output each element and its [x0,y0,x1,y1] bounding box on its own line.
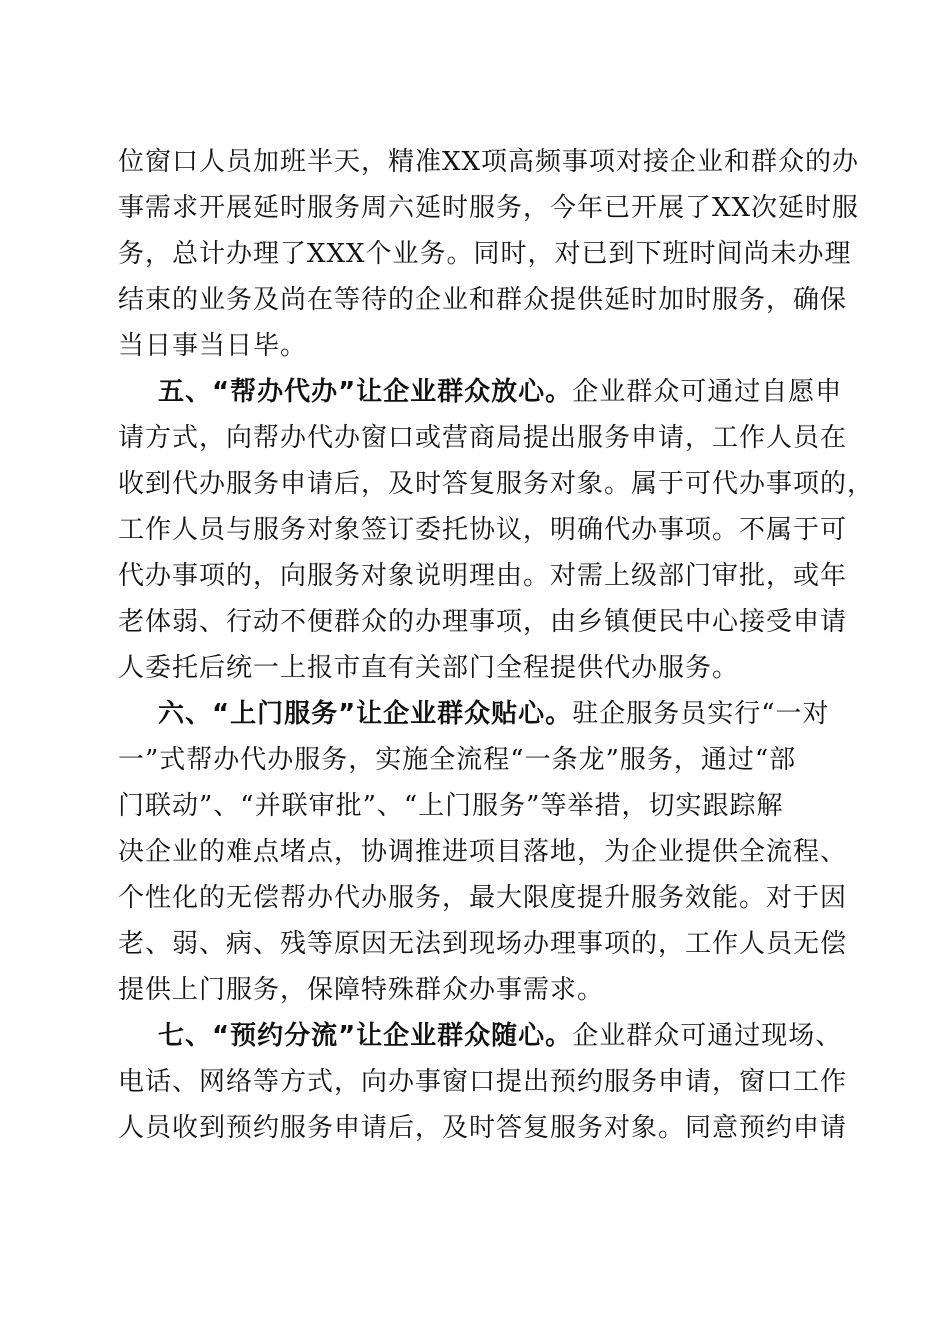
section-5-first-line-text: 企业群众可通过自愿申 [572,377,843,407]
paragraph-line: 位窗口人员加班半天，精准XX项高频事项对接企业和群众的办 [118,147,860,177]
paragraph-line: 老、弱、病、残等原因无法到现场办理事项的，工作人员无偿 [118,929,848,959]
section-6-first-line-text: 驻企服务员实行“一对 [572,699,830,729]
section-5-heading: 五、“帮办代办”让企业群众放心。 [158,377,573,407]
paragraph-line: 结束的业务及尚在等待的企业和群众提供延时加时服务，确保 [118,285,848,315]
section-5-first-line [158,376,878,408]
paragraph-line: 老体弱、行动不便群众的办理事项，由乡镇便民中心接受申请 [118,607,848,637]
paragraph-line: 个性化的无偿帮办代办服务，最大限度提升服务效能。对于因 [118,883,848,913]
section-6-heading: 六、“上门服务”让企业群众贴心。 [158,699,573,729]
paragraph-line: 当日事当日毕。 [118,331,308,361]
paragraph-line: 工作人员与服务对象签订委托协议，明确代办事项。不属于可 [118,515,848,545]
section-7-first-line-text: 企业群众可通过现场、 [572,1021,843,1051]
paragraph-line: 决企业的难点堵点，协调推进项目落地，为企业提供全流程、 [118,837,848,867]
paragraph-line: 务，总计办理了XXX个业务。同时，对已到下班时间尚未办理 [118,239,852,269]
paragraph-line: 人员收到预约服务申请后，及时答复服务对象。同意预约申请 [118,1113,848,1143]
paragraph-line: 代办事项的，向服务对象说明理由。对需上级部门审批，或年 [118,561,848,591]
paragraph-line: 电话、网络等方式，向办事窗口提出预约服务申请，窗口工作 [118,1067,848,1097]
paragraph-line: 事需求开展延时服务周六延时服务，今年已开展了XX次延时服 [118,193,860,223]
paragraph-line: 门联动”、“并联审批”、“上门服务”等举措，切实跟踪解 [118,791,784,821]
paragraph-line: 一”式帮办代办服务，实施全流程“一条龙”服务，通过“部 [118,745,797,775]
section-7-first-line [158,1020,878,1052]
paragraph-line: 人委托后统一上报市直有关部门全程提供代办服务。 [118,653,740,683]
paragraph-line: 提供上门服务，保障特殊群众办事需求。 [118,975,605,1005]
paragraph-line: 收到代办服务申请后，及时答复服务对象。属于可代办事项的， [118,469,875,499]
paragraph-line: 请方式，向帮办代办窗口或营商局提出服务申请，工作人员在 [118,423,848,453]
section-7-heading: 七、“预约分流”让企业群众随心。 [158,1021,573,1051]
section-6-first-line [158,698,878,730]
